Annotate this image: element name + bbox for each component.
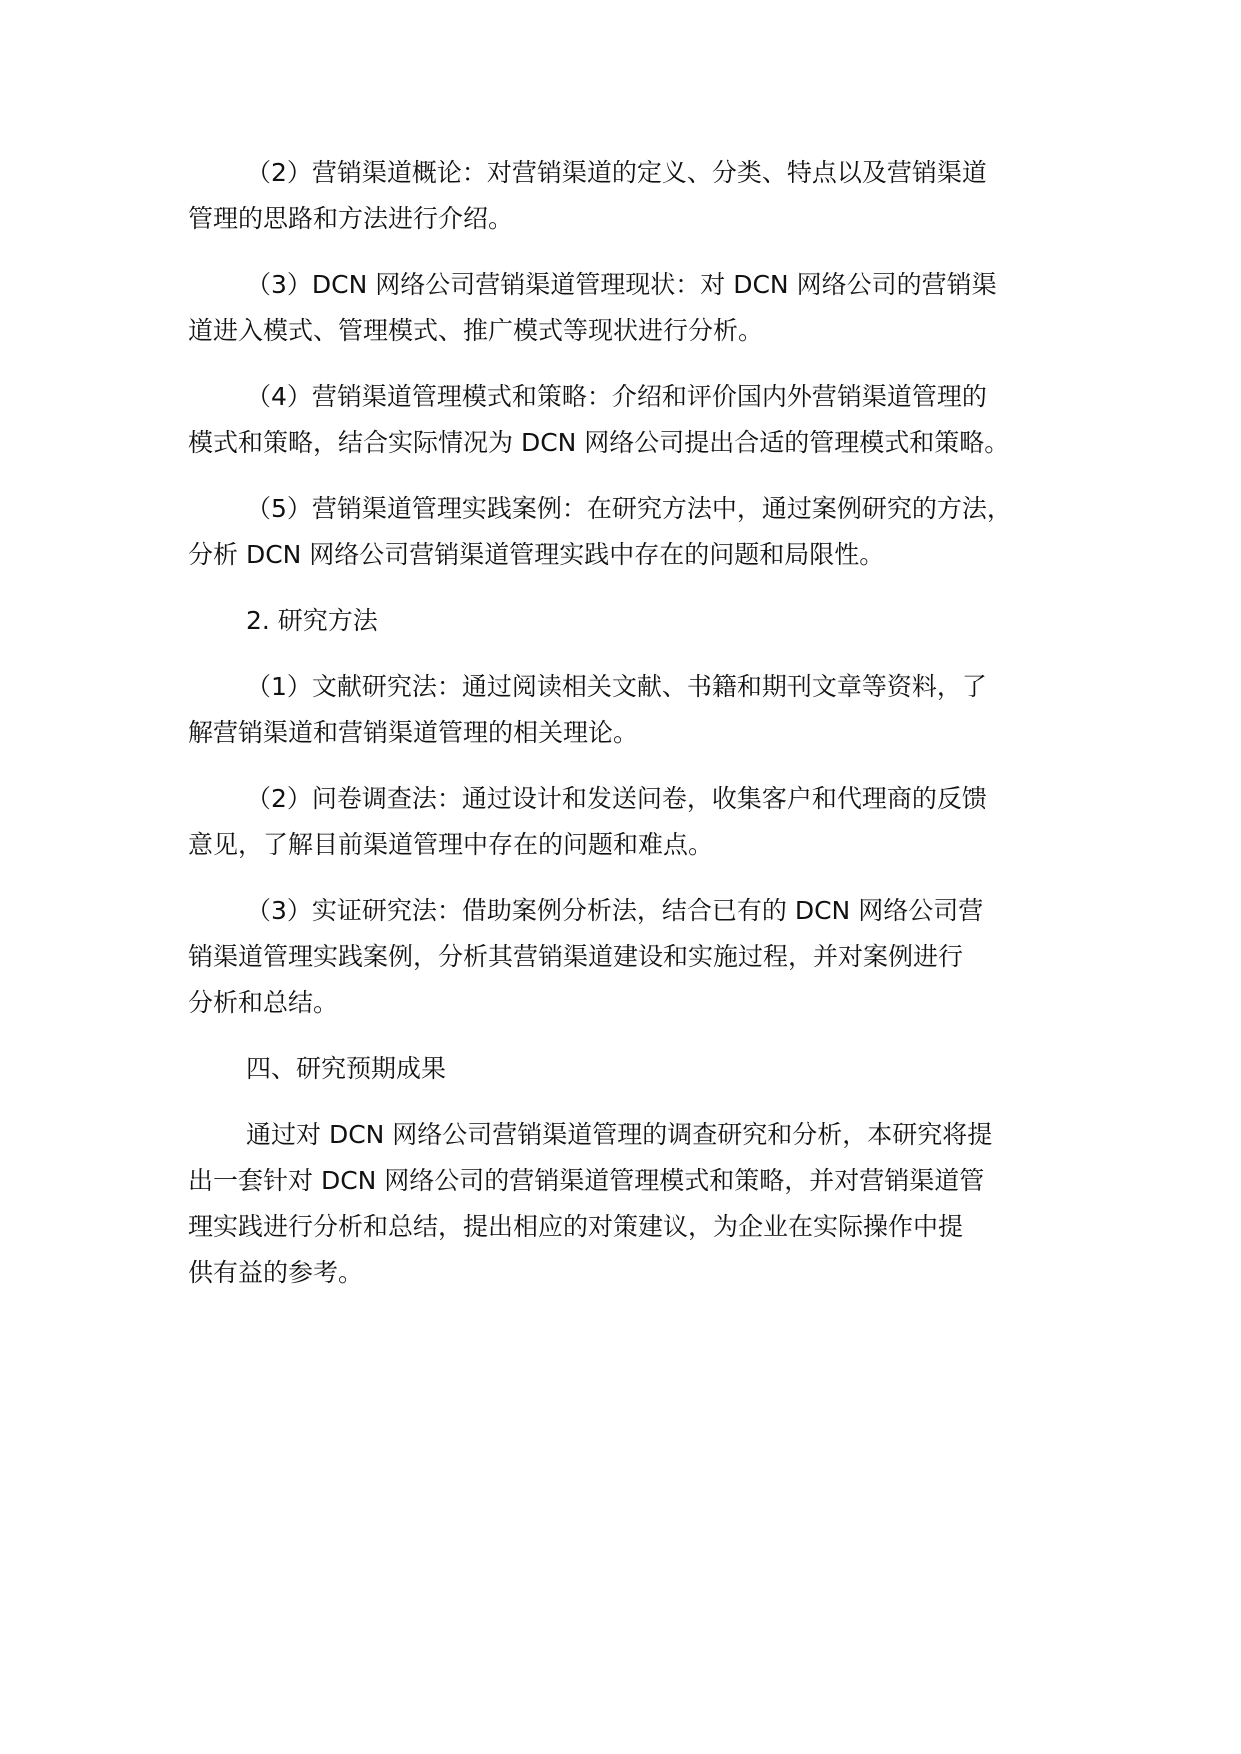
text-line: 分析和总结。	[188, 988, 339, 1017]
paragraph-questionnaire-survey	[188, 776, 1088, 868]
text-line: 出一套针对 DCN 网络公司的营销渠道管理模式和策略，并对营销渠道管	[188, 1166, 985, 1195]
text-line: （2）营销渠道概论：对营销渠道的定义、分类、特点以及营销渠道	[246, 158, 987, 187]
text-line: （3）实证研究法：借助案例分析法，结合已有的 DCN 网络公司营	[246, 896, 984, 925]
text-line: 销渠道管理实践案例，分析其营销渠道建设和实施过程，并对案例进行	[188, 942, 964, 971]
text-line: （3）DCN 网络公司营销渠道管理现状：对 DCN 网络公司的营销渠	[246, 270, 997, 299]
text-line: 管理的思路和方法进行介绍。	[188, 204, 514, 233]
heading-text: 2. 研究方法	[246, 606, 378, 635]
text-line: 理实践进行分析和总结，提出相应的对策建议，为企业在实际操作中提	[188, 1212, 964, 1241]
document-body	[188, 150, 1088, 1316]
text-line: （4）营销渠道管理模式和策略：介绍和评价国内外营销渠道管理的	[246, 382, 987, 411]
paragraph-literature-research	[188, 664, 1088, 756]
paragraph-channel-practice-cases	[188, 486, 1088, 578]
section-heading-research-methods	[188, 598, 1088, 644]
text-line: 通过对 DCN 网络公司营销渠道管理的调查研究和分析，本研究将提	[246, 1120, 993, 1149]
paragraph-empirical-research	[188, 888, 1088, 1026]
text-line: 解营销渠道和营销渠道管理的相关理论。	[188, 718, 639, 747]
heading-text: 四、研究预期成果	[246, 1054, 447, 1083]
text-line: 供有益的参考。	[188, 1258, 364, 1287]
paragraph-channel-management-strategy	[188, 374, 1088, 466]
paragraph-expected-outcomes	[188, 1112, 1088, 1296]
text-line: （1）文献研究法：通过阅读相关文献、书籍和期刊文章等资料，了	[246, 672, 987, 701]
paragraph-marketing-channel-overview	[188, 150, 1088, 242]
text-line: （2）问卷调查法：通过设计和发送问卷，收集客户和代理商的反馈	[246, 784, 987, 813]
text-line: 意见，了解目前渠道管理中存在的问题和难点。	[188, 830, 714, 859]
text-line: 模式和策略，结合实际情况为 DCN 网络公司提出合适的管理模式和策略。	[188, 428, 1010, 457]
paragraph-dcn-channel-status	[188, 262, 1088, 354]
text-line: 道进入模式、管理模式、推广模式等现状进行分析。	[188, 316, 764, 345]
section-heading-expected-outcomes	[188, 1046, 1088, 1092]
text-line: （5）营销渠道管理实践案例：在研究方法中，通过案例研究的方法，	[246, 494, 1012, 523]
text-line: 分析 DCN 网络公司营销渠道管理实践中存在的问题和局限性。	[188, 540, 885, 569]
